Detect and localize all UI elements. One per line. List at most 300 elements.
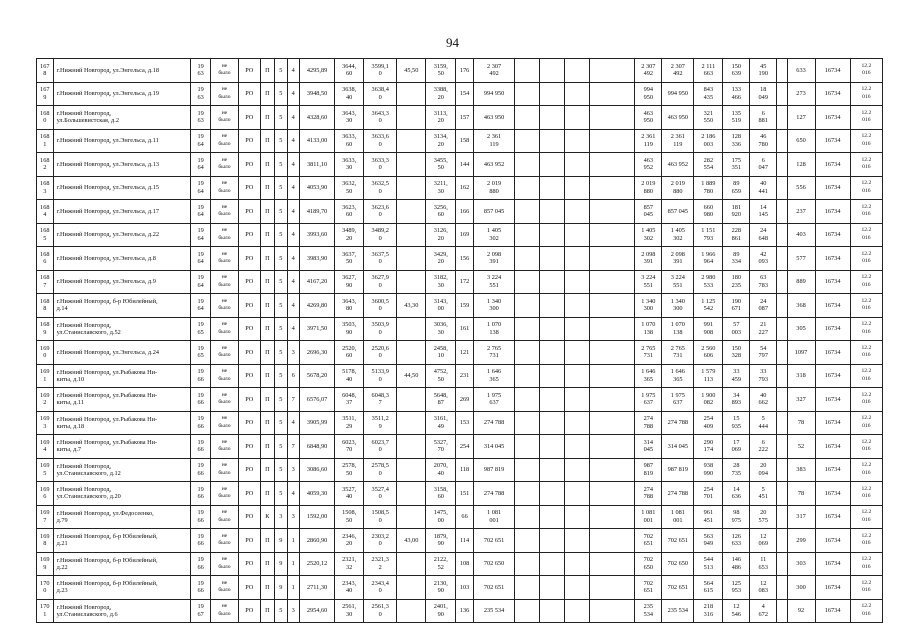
cell-cost-col-17 (540, 247, 565, 271)
cell-floors: 5 (275, 153, 287, 177)
cell-address: г.Нижний Новгород, ул.Большевистская, д.2 (53, 106, 191, 130)
cell-private-area: 3623,6 0 (364, 200, 397, 224)
cell-row-number: 168 1 (37, 129, 54, 153)
cell-residents: 151 (456, 482, 474, 506)
cell-cost-fund-b: 126 633 (723, 529, 750, 553)
cell-ownership: РО (238, 411, 260, 435)
cell-deadline: 12.2 016 (850, 576, 882, 600)
cell-cost-owners: 1 081 001 (662, 505, 694, 529)
cell-wall-material: К (260, 505, 274, 529)
cell-cost-col-16 (515, 576, 540, 600)
cell-total-area: 4167,20 (299, 270, 334, 294)
cell-cost-fund-c: 14 145 (750, 200, 777, 224)
cell-year-built: 19 64 (191, 223, 211, 247)
cell-residential-area: 3633, 60 (335, 129, 364, 153)
cell-year-built: 19 65 (191, 341, 211, 365)
cell-cost-owners: 2 765 731 (662, 341, 694, 365)
cell-wall-material: П (260, 364, 274, 388)
cell-residential-area: 6023, 70 (335, 435, 364, 459)
cell-total-area: 3993,60 (299, 223, 334, 247)
cell-cost-fund-c: 46 780 (750, 129, 777, 153)
cell-residential-area: 6048, 37 (335, 388, 364, 412)
cell-private-area: 3511,2 9 (364, 411, 397, 435)
cell-empty-col (777, 505, 787, 529)
cell-cost-fund-a: 2 111 663 (694, 59, 723, 83)
cell-total-cost: 1 340 300 (473, 294, 514, 318)
cell-row-number: 169 0 (37, 341, 54, 365)
cell-wall-material: П (260, 482, 274, 506)
cell-cost-col-16 (515, 482, 540, 506)
table-row (37, 200, 883, 224)
cell-deadline: 12.2 016 (850, 317, 882, 341)
cell-deadline: 12.2 016 (850, 458, 882, 482)
cell-cost-owners: 994 950 (662, 82, 694, 106)
cell-year-built: 19 64 (191, 153, 211, 177)
cell-floors: 5 (275, 82, 287, 106)
cell-cost-col-19 (589, 599, 635, 623)
cell-cost-col-16 (515, 153, 540, 177)
cell-limit-cost: 16734 (815, 270, 850, 294)
cell-cost-fund-c: 54 797 (750, 341, 777, 365)
cell-residential-area: 3627, 90 (335, 270, 364, 294)
cell-total-cost: 1 405 302 (473, 223, 514, 247)
cell-cost-col-18 (564, 411, 589, 435)
cell-specific-cost: 78 (787, 482, 815, 506)
cell-total-area: 5678,20 (299, 364, 334, 388)
cell-cost-fund-b: 33 459 (723, 364, 750, 388)
cell-cost-col-17 (540, 435, 565, 459)
cell-floors: 5 (275, 435, 287, 459)
cell-wall-material: П (260, 129, 274, 153)
cell-limit-cost: 16734 (815, 59, 850, 83)
cell-row-number: 168 7 (37, 270, 54, 294)
cell-total-area: 3086,60 (299, 458, 334, 482)
cell-cost-col-19 (589, 82, 635, 106)
cell-address: г.Нижний Новгород, ул.Энгельса, д.17 (53, 200, 191, 224)
cell-ownership: РО (238, 106, 260, 130)
cell-total-cost: 702 651 (473, 529, 514, 553)
cell-cost-col-17 (540, 294, 565, 318)
cell-address: г.Нижний Новгород, ул.Станиславского, д.6 (53, 599, 191, 623)
cell-empty-col (777, 82, 787, 106)
cell-entrances: 3 (287, 458, 299, 482)
cell-cost-total: 1 340 300 (635, 294, 662, 318)
cell-cost-owners: 2 361 119 (662, 129, 694, 153)
cell-entrances: 1 (287, 552, 299, 576)
cell-cost-col-19 (589, 552, 635, 576)
cell-cost-fund-b: 190 671 (723, 294, 750, 318)
cell-entrances: 4 (287, 82, 299, 106)
cell-private-area: 6023,7 0 (364, 435, 397, 459)
cell-specific-cost: 128 (787, 153, 815, 177)
cell-cost-col-17 (540, 411, 565, 435)
cell-entrances: 4 (287, 59, 299, 83)
cell-capital-repair: не было (210, 200, 238, 224)
cell-address: г.Нижний Новгород, ул.Рыбакова Ни- киты, д.10 (53, 364, 191, 388)
table-row (37, 82, 883, 106)
cell-entrances: 4 (287, 200, 299, 224)
cell-deadline: 12.2 016 (850, 599, 882, 623)
cell-total-cost: 1 070 138 (473, 317, 514, 341)
cell-specific-cost: 327 (787, 388, 815, 412)
table-row (37, 364, 883, 388)
cell-cost-col-17 (540, 176, 565, 200)
cell-cost-col-17 (540, 482, 565, 506)
cell-total-area: 4189,70 (299, 200, 334, 224)
cell-municipal-area: 45,50 (397, 59, 426, 83)
cell-cost-col-17 (540, 458, 565, 482)
cell-private-area: 3633,6 0 (364, 129, 397, 153)
cell-cost-fund-c: 24 087 (750, 294, 777, 318)
cell-year-built: 19 66 (191, 388, 211, 412)
cell-total-area: 2954,60 (299, 599, 334, 623)
cell-cost-col-18 (564, 599, 589, 623)
cell-cost-fund-b: 146 486 (723, 552, 750, 576)
cell-total-cost: 274 788 (473, 482, 514, 506)
cell-cost-col-19 (589, 200, 635, 224)
cell-private-area: 2561,3 0 (364, 599, 397, 623)
cell-cost-col-19 (589, 270, 635, 294)
table-row (37, 599, 883, 623)
cell-municipal-area: 43,00 (397, 529, 426, 553)
cell-limit-cost: 16734 (815, 482, 850, 506)
cell-residential-area: 2561, 30 (335, 599, 364, 623)
cell-cost-col-18 (564, 435, 589, 459)
cell-deadline: 12.2 016 (850, 529, 882, 553)
cell-living-area: 3143, 00 (426, 294, 456, 318)
cell-empty-col (777, 599, 787, 623)
cell-cost-fund-a: 218 316 (694, 599, 723, 623)
cell-year-built: 19 66 (191, 482, 211, 506)
cell-cost-col-19 (589, 435, 635, 459)
cell-cost-owners: 314 045 (662, 435, 694, 459)
cell-specific-cost: 299 (787, 529, 815, 553)
cell-cost-col-19 (589, 247, 635, 271)
cell-residents: 176 (456, 59, 474, 83)
cell-row-number: 169 2 (37, 388, 54, 412)
cell-capital-repair: не было (210, 59, 238, 83)
cell-specific-cost: 273 (787, 82, 815, 106)
cell-cost-col-17 (540, 106, 565, 130)
cell-cost-fund-b: 128 336 (723, 129, 750, 153)
cell-limit-cost: 16734 (815, 129, 850, 153)
cell-municipal-area (397, 270, 426, 294)
cell-address: г.Нижний Новгород, б-р Юбилейный, д.14 (53, 294, 191, 318)
cell-limit-cost: 16734 (815, 106, 850, 130)
cell-cost-col-19 (589, 153, 635, 177)
cell-residents: 254 (456, 435, 474, 459)
register-body (37, 59, 883, 623)
cell-total-cost: 2 098 391 (473, 247, 514, 271)
cell-entrances: 3 (287, 341, 299, 365)
cell-deadline: 12.2 016 (850, 200, 882, 224)
cell-floors: 5 (275, 411, 287, 435)
cell-private-area: 3638,4 0 (364, 82, 397, 106)
cell-living-area: 5648, 87 (426, 388, 456, 412)
cell-wall-material: П (260, 153, 274, 177)
cell-limit-cost: 16734 (815, 176, 850, 200)
cell-empty-col (777, 435, 787, 459)
page-bottom-edge (0, 632, 905, 640)
cell-limit-cost: 16734 (815, 458, 850, 482)
cell-empty-col (777, 317, 787, 341)
cell-cost-col-16 (515, 341, 540, 365)
cell-empty-col (777, 106, 787, 130)
table-row (37, 106, 883, 130)
cell-living-area: 2401, 90 (426, 599, 456, 623)
cell-total-area: 1592,00 (299, 505, 334, 529)
cell-cost-fund-a: 1 889 780 (694, 176, 723, 200)
cell-private-area: 2578,5 0 (364, 458, 397, 482)
cell-deadline: 12.2 016 (850, 59, 882, 83)
cell-cost-fund-c: 18 049 (750, 82, 777, 106)
cell-empty-col (777, 458, 787, 482)
cell-cost-col-18 (564, 200, 589, 224)
cell-cost-col-17 (540, 270, 565, 294)
table-row (37, 247, 883, 271)
cell-residential-area: 2578, 50 (335, 458, 364, 482)
cell-cost-total: 2 361 119 (635, 129, 662, 153)
table-row (37, 576, 883, 600)
cell-residents: 114 (456, 529, 474, 553)
cell-private-area: 3643,3 0 (364, 106, 397, 130)
cell-cost-total: 857 045 (635, 200, 662, 224)
cell-cost-fund-b: 15 935 (723, 411, 750, 435)
cell-cost-col-18 (564, 388, 589, 412)
cell-empty-col (777, 482, 787, 506)
cell-wall-material: П (260, 200, 274, 224)
cell-cost-col-16 (515, 388, 540, 412)
cell-cost-col-18 (564, 364, 589, 388)
cell-specific-cost: 300 (787, 576, 815, 600)
cell-floors: 5 (275, 599, 287, 623)
cell-row-number: 169 6 (37, 482, 54, 506)
cell-year-built: 19 66 (191, 411, 211, 435)
cell-wall-material: П (260, 317, 274, 341)
cell-municipal-area (397, 129, 426, 153)
cell-cost-fund-b: 14 636 (723, 482, 750, 506)
cell-empty-col (777, 552, 787, 576)
cell-capital-repair: не было (210, 176, 238, 200)
cell-cost-col-18 (564, 576, 589, 600)
cell-cost-col-17 (540, 82, 565, 106)
cell-living-area: 3388, 20 (426, 82, 456, 106)
cell-cost-fund-a: 564 615 (694, 576, 723, 600)
cell-row-number: 168 3 (37, 176, 54, 200)
cell-municipal-area (397, 576, 426, 600)
cell-deadline: 12.2 016 (850, 388, 882, 412)
cell-cost-col-16 (515, 458, 540, 482)
cell-cost-fund-a: 1 125 542 (694, 294, 723, 318)
cell-cost-owners: 987 819 (662, 458, 694, 482)
cell-residential-area: 3637, 50 (335, 247, 364, 271)
cell-address: г.Нижний Новгород, ул.Станиславского, д.20 (53, 482, 191, 506)
cell-limit-cost: 16734 (815, 364, 850, 388)
cell-living-area: 3161, 49 (426, 411, 456, 435)
cell-cost-col-16 (515, 411, 540, 435)
cell-cost-fund-c: 6 222 (750, 435, 777, 459)
cell-total-area: 3983,90 (299, 247, 334, 271)
cell-row-number: 169 1 (37, 364, 54, 388)
cell-limit-cost: 16734 (815, 153, 850, 177)
cell-total-cost: 235 534 (473, 599, 514, 623)
cell-ownership: РО (238, 59, 260, 83)
cell-residential-area: 3511, 29 (335, 411, 364, 435)
cell-cost-total: 274 788 (635, 482, 662, 506)
cell-municipal-area (397, 341, 426, 365)
cell-capital-repair: не было (210, 482, 238, 506)
cell-cost-owners: 2 019 880 (662, 176, 694, 200)
cell-cost-col-18 (564, 529, 589, 553)
cell-living-area: 2130, 90 (426, 576, 456, 600)
cell-limit-cost: 16734 (815, 529, 850, 553)
cell-residential-area: 3638, 40 (335, 82, 364, 106)
cell-entrances: 4 (287, 294, 299, 318)
cell-cost-col-17 (540, 599, 565, 623)
cell-residents: 166 (456, 200, 474, 224)
cell-private-area: 3600,5 0 (364, 294, 397, 318)
cell-total-cost: 2 307 492 (473, 59, 514, 83)
cell-cost-col-19 (589, 59, 635, 83)
cell-municipal-area (397, 153, 426, 177)
cell-municipal-area (397, 458, 426, 482)
table-row (37, 270, 883, 294)
cell-ownership: РО (238, 458, 260, 482)
cell-cost-fund-c: 20 094 (750, 458, 777, 482)
cell-cost-fund-a: 2 560 606 (694, 341, 723, 365)
cell-cost-fund-c: 20 575 (750, 505, 777, 529)
cell-total-cost: 463 950 (473, 106, 514, 130)
cell-total-cost: 857 045 (473, 200, 514, 224)
cell-cost-total: 1 070 138 (635, 317, 662, 341)
cell-residential-area: 2343, 40 (335, 576, 364, 600)
cell-floors: 5 (275, 129, 287, 153)
cell-ownership: РО (238, 576, 260, 600)
cell-total-cost: 1 975 637 (473, 388, 514, 412)
cell-cost-owners: 857 045 (662, 200, 694, 224)
cell-ownership: РО (238, 552, 260, 576)
cell-floors: 3 (275, 505, 287, 529)
cell-cost-fund-b: 133 466 (723, 82, 750, 106)
cell-address: г.Нижний Новгород, ул.Энгельса, д.24 (53, 341, 191, 365)
cell-empty-col (777, 388, 787, 412)
cell-limit-cost: 16734 (815, 505, 850, 529)
cell-specific-cost: 383 (787, 458, 815, 482)
cell-wall-material: П (260, 552, 274, 576)
cell-capital-repair: не было (210, 411, 238, 435)
cell-cost-col-18 (564, 270, 589, 294)
cell-limit-cost: 16734 (815, 223, 850, 247)
cell-row-number: 168 6 (37, 247, 54, 271)
cell-year-built: 19 66 (191, 364, 211, 388)
cell-cost-col-16 (515, 176, 540, 200)
cell-residents: 121 (456, 341, 474, 365)
table-row (37, 59, 883, 83)
cell-limit-cost: 16734 (815, 388, 850, 412)
cell-limit-cost: 16734 (815, 552, 850, 576)
cell-living-area: 3159, 50 (426, 59, 456, 83)
cell-living-area: 3429, 20 (426, 247, 456, 271)
cell-cost-owners: 702 651 (662, 529, 694, 553)
cell-total-area: 4059,30 (299, 482, 334, 506)
cell-residential-area: 5178, 40 (335, 364, 364, 388)
cell-total-area: 4133,00 (299, 129, 334, 153)
cell-total-cost: 2 361 119 (473, 129, 514, 153)
cell-capital-repair: не было (210, 576, 238, 600)
cell-cost-owners: 463 952 (662, 153, 694, 177)
cell-cost-col-16 (515, 529, 540, 553)
cell-limit-cost: 16734 (815, 599, 850, 623)
cell-cost-col-19 (589, 294, 635, 318)
cell-row-number: 169 5 (37, 458, 54, 482)
cell-cost-fund-b: 17 069 (723, 435, 750, 459)
cell-entrances: 4 (287, 482, 299, 506)
cell-residential-area: 2346, 20 (335, 529, 364, 553)
cell-empty-col (777, 129, 787, 153)
cell-cost-fund-c: 5 444 (750, 411, 777, 435)
cell-total-cost: 314 045 (473, 435, 514, 459)
table-row (37, 341, 883, 365)
cell-empty-col (777, 341, 787, 365)
cell-ownership: РО (238, 200, 260, 224)
cell-wall-material: П (260, 435, 274, 459)
cell-year-built: 19 64 (191, 200, 211, 224)
cell-cost-col-19 (589, 458, 635, 482)
cell-entrances: 4 (287, 247, 299, 271)
cell-ownership: РО (238, 294, 260, 318)
cell-municipal-area (397, 505, 426, 529)
cell-cost-fund-c: 5 451 (750, 482, 777, 506)
cell-address: г.Нижний Новгород, ул.Рыбакова Ни- киты, д.18 (53, 411, 191, 435)
cell-year-built: 19 66 (191, 576, 211, 600)
cell-specific-cost: 556 (787, 176, 815, 200)
cell-address: г.Нижний Новгород, ул.Федосеенко, д.79 (53, 505, 191, 529)
cell-cost-fund-b: 28 735 (723, 458, 750, 482)
cell-residents: 159 (456, 294, 474, 318)
cell-cost-col-18 (564, 247, 589, 271)
cell-cost-fund-c: 40 662 (750, 388, 777, 412)
cell-municipal-area (397, 482, 426, 506)
cell-total-cost: 3 224 551 (473, 270, 514, 294)
cell-living-area: 3182, 30 (426, 270, 456, 294)
cell-capital-repair: не было (210, 552, 238, 576)
cell-entrances: 4 (287, 129, 299, 153)
cell-floors: 5 (275, 176, 287, 200)
cell-total-area: 3971,50 (299, 317, 334, 341)
cell-residents: 136 (456, 599, 474, 623)
housing-register-table (36, 58, 883, 623)
cell-municipal-area (397, 176, 426, 200)
cell-cost-col-16 (515, 129, 540, 153)
cell-cost-col-19 (589, 106, 635, 130)
cell-cost-col-17 (540, 576, 565, 600)
cell-total-cost: 463 952 (473, 153, 514, 177)
cell-municipal-area (397, 388, 426, 412)
table-row (37, 482, 883, 506)
table-row (37, 317, 883, 341)
cell-wall-material: П (260, 176, 274, 200)
cell-living-area: 3113, 20 (426, 106, 456, 130)
cell-residents: 108 (456, 552, 474, 576)
cell-cost-col-19 (589, 129, 635, 153)
cell-cost-fund-a: 563 949 (694, 529, 723, 553)
cell-residents: 66 (456, 505, 474, 529)
cell-row-number: 167 8 (37, 59, 54, 83)
cell-address: г.Нижний Новгород, ул.Энгельса, д.9 (53, 270, 191, 294)
cell-capital-repair: не было (210, 270, 238, 294)
cell-empty-col (777, 364, 787, 388)
cell-cost-col-19 (589, 482, 635, 506)
